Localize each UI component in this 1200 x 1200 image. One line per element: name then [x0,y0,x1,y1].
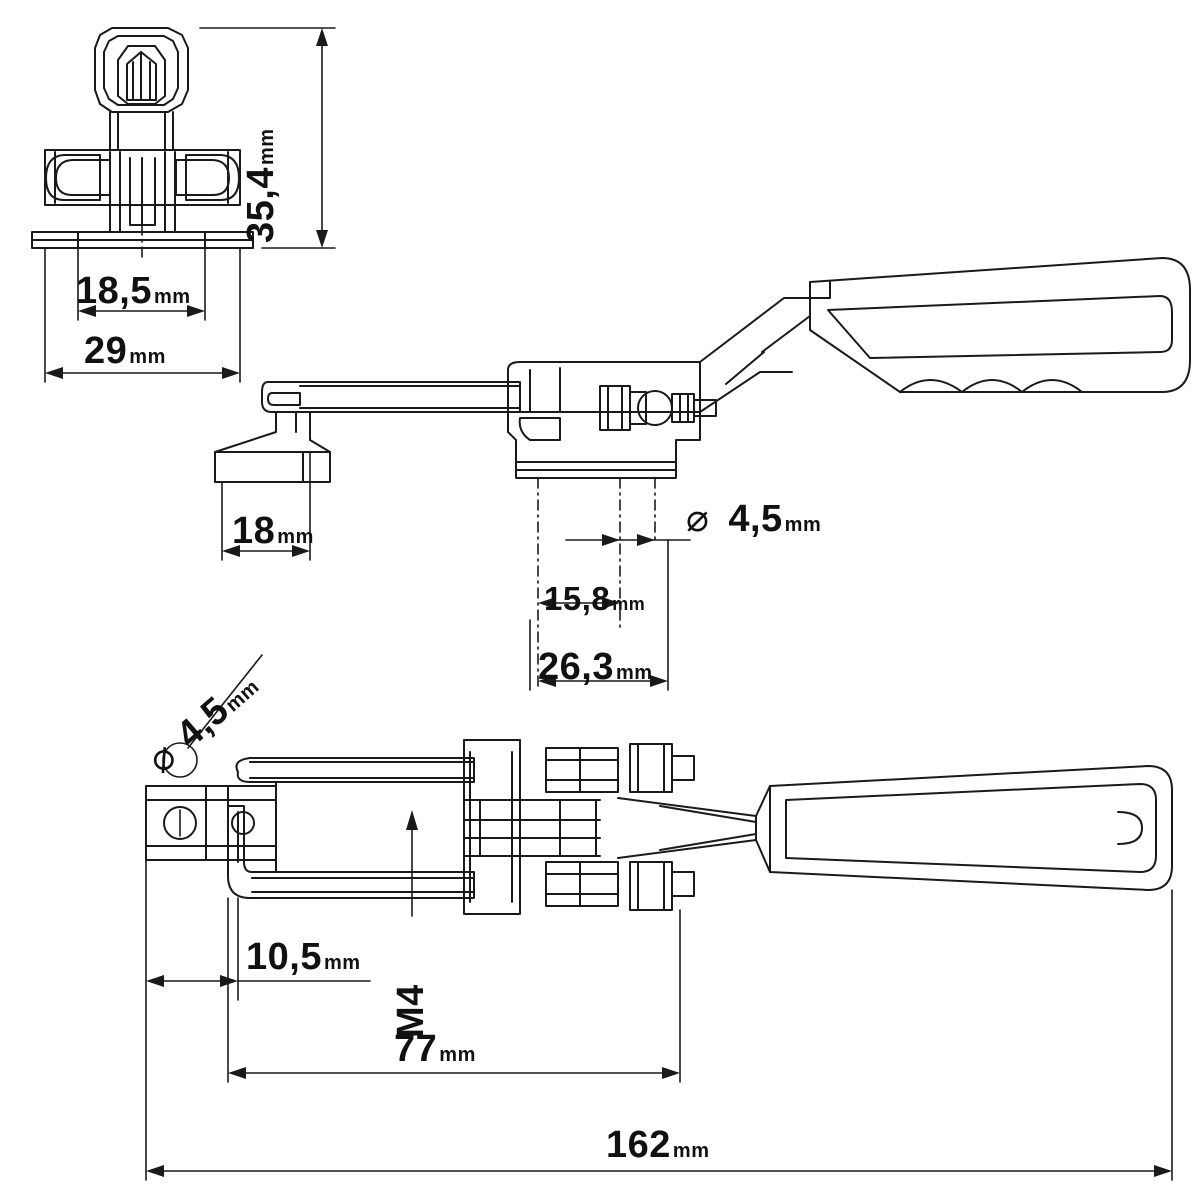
dimension-diameter-4-5mm-side: ⌀ 4,5 mm [686,498,822,540]
dimension-18-5mm: 18,5 mm [76,270,191,312]
dimension-29mm: 29 mm [84,330,166,372]
side-view-geometry [215,258,1190,482]
dimension-18mm: 18 mm [232,510,314,552]
top-view-dimension-lines [146,655,1172,1180]
dimension-10-5mm: 10,5 mm [246,936,361,978]
top-view-geometry [146,740,1172,914]
dimension-26-3mm: 26,3 mm [538,646,653,688]
dimension-162mm: 162 mm [606,1124,710,1166]
dimension-diameter-4-5mm-top: ⌀ 4,5mm [139,675,264,782]
dimension-thread-m4: M4 [390,984,432,1038]
dimension-15-8mm: 15,8 mm [544,580,646,617]
dimension-77mm: 77 mm [394,1028,476,1070]
dimension-35-4mm: 35,4mm [240,128,282,243]
front-view-geometry [32,28,253,248]
